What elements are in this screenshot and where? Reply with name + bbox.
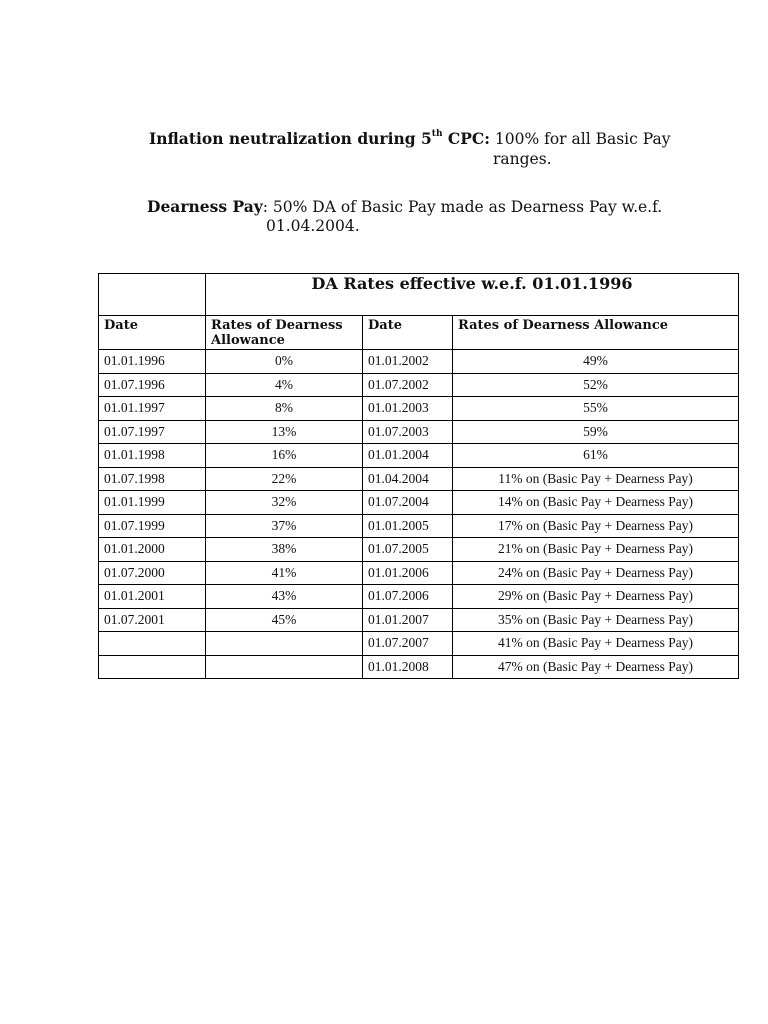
rate-cell: 4% — [206, 373, 363, 397]
rate-cell: 37% — [206, 514, 363, 538]
date-cell: 01.01.2003 — [363, 397, 453, 421]
rate-cell: 35% on (Basic Pay + Dearness Pay) — [453, 608, 739, 632]
date-cell: 01.01.2004 — [363, 444, 453, 468]
date-cell: 01.07.1997 — [99, 420, 206, 444]
table-row — [99, 514, 739, 538]
rate-cell: 13% — [206, 420, 363, 444]
header-date-2: Date — [363, 316, 453, 350]
inflation-superscript: th — [431, 128, 443, 139]
rate-cell: 61% — [453, 444, 739, 468]
dearness-pay-value-continued: 01.04.2004. — [266, 217, 360, 235]
date-cell: 01.07.2000 — [99, 561, 206, 585]
header-date-1: Date — [99, 316, 206, 350]
date-cell: 01.01.1996 — [99, 350, 206, 374]
date-cell: 01.01.2000 — [99, 538, 206, 562]
dearness-pay-line — [147, 197, 662, 216]
table-row — [99, 467, 739, 491]
table-row — [99, 632, 739, 656]
date-cell: 01.07.2002 — [363, 373, 453, 397]
date-cell: 01.07.1996 — [99, 373, 206, 397]
table-title-empty-cell — [99, 274, 206, 316]
rate-cell: 59% — [453, 420, 739, 444]
table-row — [99, 420, 739, 444]
rate-cell: 52% — [453, 373, 739, 397]
date-cell: 01.01.1998 — [99, 444, 206, 468]
table-row — [99, 373, 739, 397]
date-cell: 01.07.2005 — [363, 538, 453, 562]
table-row — [99, 491, 739, 515]
date-cell: 01.07.2006 — [363, 585, 453, 609]
table-title-row — [99, 274, 739, 316]
table-row — [99, 538, 739, 562]
date-cell: 01.01.2006 — [363, 561, 453, 585]
date-cell: 01.01.2002 — [363, 350, 453, 374]
date-cell: 01.01.2001 — [99, 585, 206, 609]
rate-cell: 14% on (Basic Pay + Dearness Pay) — [453, 491, 739, 515]
rate-cell: 43% — [206, 585, 363, 609]
rate-cell: 41% on (Basic Pay + Dearness Pay) — [453, 632, 739, 656]
date-cell: 01.04.2004 — [363, 467, 453, 491]
rate-cell: 55% — [453, 397, 739, 421]
dearness-pay-value: : 50% DA of Basic Pay made as Dearness Pay w.e.f. — [262, 198, 663, 216]
date-cell: 01.07.1999 — [99, 514, 206, 538]
table-title: DA Rates effective w.e.f. 01.01.1996 — [206, 274, 739, 316]
date-cell — [99, 632, 206, 656]
table-row — [99, 608, 739, 632]
rate-cell: 22% — [206, 467, 363, 491]
date-cell: 01.01.2008 — [363, 655, 453, 679]
inflation-line — [149, 129, 670, 148]
date-cell: 01.01.2005 — [363, 514, 453, 538]
rate-cell: 32% — [206, 491, 363, 515]
rate-cell: 24% on (Basic Pay + Dearness Pay) — [453, 561, 739, 585]
table-row — [99, 561, 739, 585]
inflation-label-text: Inflation neutralization during 5 — [149, 129, 432, 148]
date-cell: 01.07.1998 — [99, 467, 206, 491]
inflation-value-continued: ranges. — [493, 150, 552, 168]
table-row — [99, 350, 739, 374]
table-header-row — [99, 316, 739, 350]
table-row — [99, 444, 739, 468]
date-cell: 01.01.2007 — [363, 608, 453, 632]
rate-cell: 8% — [206, 397, 363, 421]
date-cell: 01.01.1997 — [99, 397, 206, 421]
inflation-label-end: CPC: — [442, 129, 490, 148]
date-cell: 01.01.1999 — [99, 491, 206, 515]
rate-cell: 17% on (Basic Pay + Dearness Pay) — [453, 514, 739, 538]
table-row — [99, 397, 739, 421]
da-rates-table — [98, 273, 739, 679]
rate-cell: 45% — [206, 608, 363, 632]
rate-cell: 29% on (Basic Pay + Dearness Pay) — [453, 585, 739, 609]
dearness-pay-label: Dearness Pay — [147, 197, 263, 216]
date-cell: 01.07.2003 — [363, 420, 453, 444]
table-row — [99, 655, 739, 679]
date-cell — [99, 655, 206, 679]
rate-cell — [206, 655, 363, 679]
table-row — [99, 585, 739, 609]
rate-cell: 41% — [206, 561, 363, 585]
rate-cell: 47% on (Basic Pay + Dearness Pay) — [453, 655, 739, 679]
header-rate-1: Rates of Dearness Allowance — [206, 316, 363, 350]
rate-cell: 0% — [206, 350, 363, 374]
date-cell: 01.07.2007 — [363, 632, 453, 656]
inflation-label — [149, 129, 490, 148]
rate-cell: 38% — [206, 538, 363, 562]
header-rate-2: Rates of Dearness Allowance — [453, 316, 739, 350]
rate-cell — [206, 632, 363, 656]
date-cell: 01.07.2004 — [363, 491, 453, 515]
rate-cell: 21% on (Basic Pay + Dearness Pay) — [453, 538, 739, 562]
date-cell: 01.07.2001 — [99, 608, 206, 632]
rate-cell: 16% — [206, 444, 363, 468]
rate-cell: 11% on (Basic Pay + Dearness Pay) — [453, 467, 739, 491]
rate-cell: 49% — [453, 350, 739, 374]
inflation-value: 100% for all Basic Pay — [489, 130, 671, 148]
